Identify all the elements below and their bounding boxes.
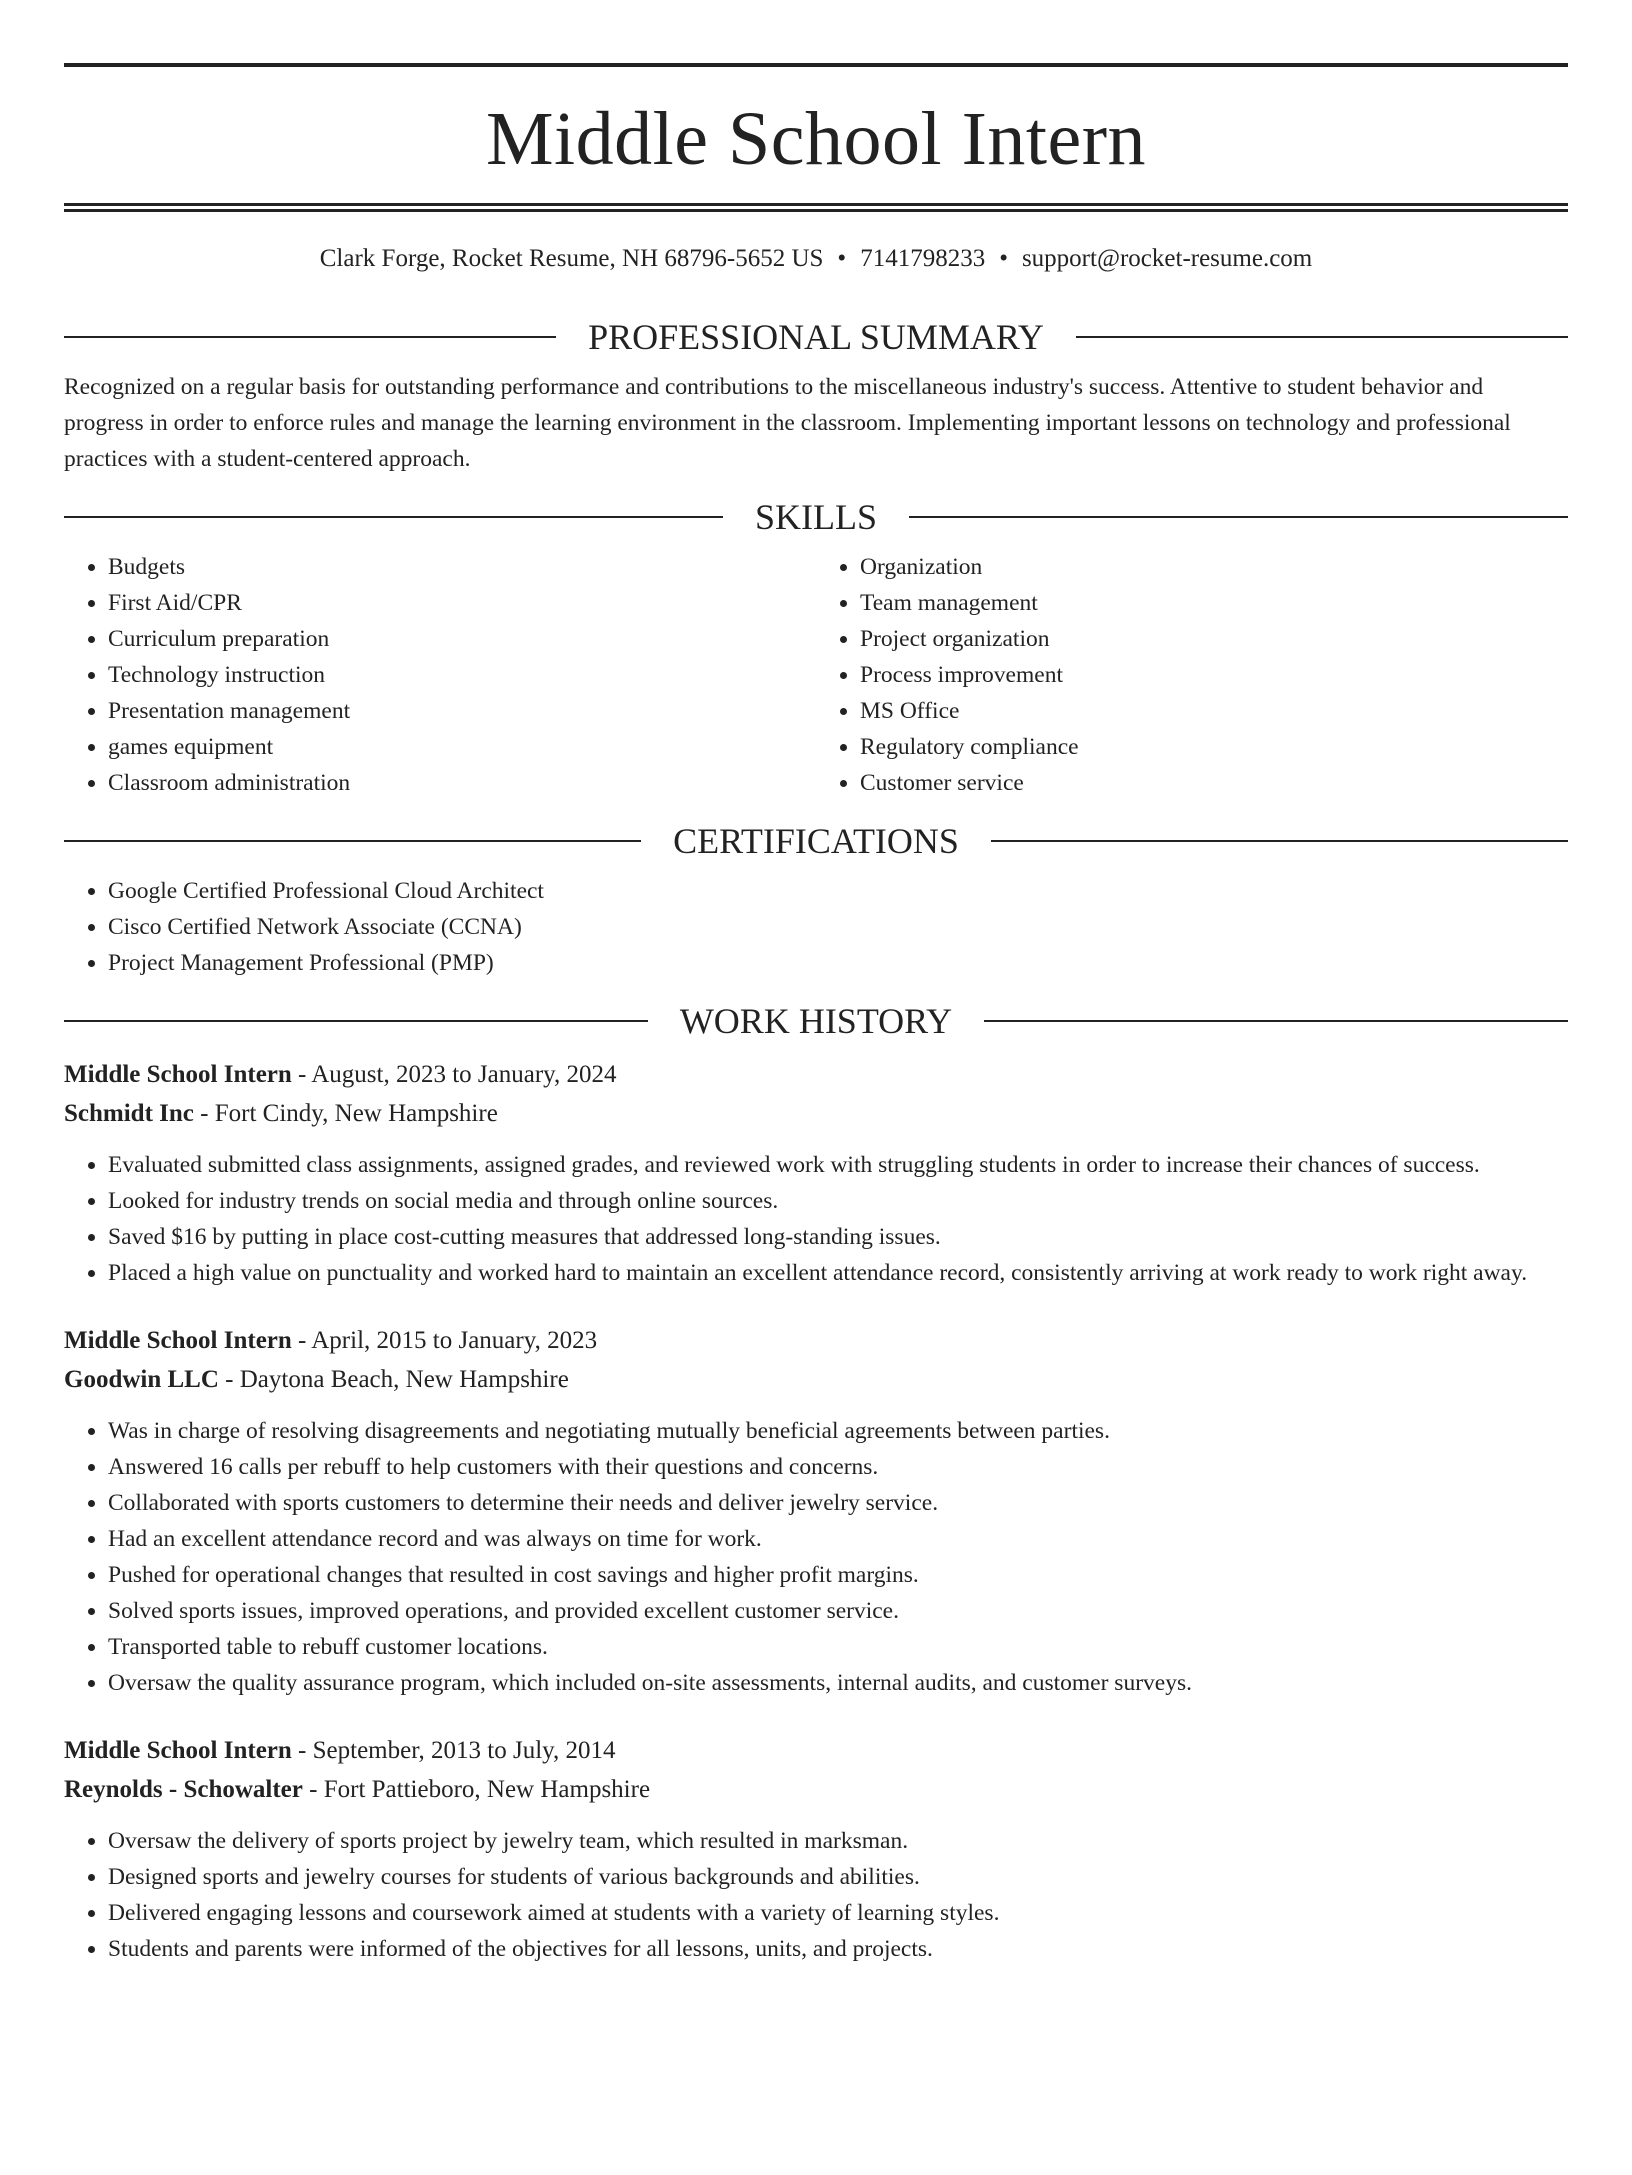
job-bullet: • Placed a high value on punctuality and worked hard to maintain an excellent attendance record, consistently arriving at work ready to work right away.	[108, 1255, 1568, 1291]
job-title-line	[64, 1731, 1568, 1770]
skill-item: • Team management	[860, 585, 1568, 621]
job-company-line	[64, 1360, 1568, 1399]
heading-rule	[64, 336, 556, 338]
summary-text: Recognized on a regular basis for outstanding performance and contributions to the miscellaneous industry's success. Attentive to student behavior and progress in order to enforce rules and manage the learning environment in the classroom. Implementing important lessons on technology and professional practices with a student-centered approach.	[64, 374, 1511, 472]
contact-line	[64, 246, 1568, 271]
job-company: Schmidt Inc	[64, 1100, 194, 1127]
work-history-heading	[64, 1003, 1568, 1039]
job-bullet: • Oversaw the delivery of sports project by jewelry team, which resulted in marksman.	[108, 1823, 1568, 1859]
job-bullets	[64, 1147, 1568, 1291]
skill-item: • Process improvement	[860, 657, 1568, 693]
heading-rule	[64, 840, 641, 842]
resume-page	[0, 63, 1632, 2175]
job-company: Reynolds - Schowalter	[64, 1776, 303, 1803]
job-bullet: • Designed sports and jewelry courses for students of various backgrounds and abilities.	[108, 1859, 1568, 1895]
job-company-line	[64, 1094, 1568, 1133]
skills-list-left	[64, 549, 816, 801]
job-bullet: • Collaborated with sports customers to determine their needs and deliver jewelry service.	[108, 1485, 1568, 1521]
skills-heading-title: SKILLS	[755, 497, 878, 537]
job-dates: - April, 2015 to January, 2023	[291, 1327, 598, 1354]
job-bullet: • Transported table to rebuff customer locations.	[108, 1629, 1568, 1665]
job-bullet: • Saved $16 by putting in place cost-cutting measures that addressed long-standing issues.	[108, 1219, 1568, 1255]
skill-item: • Project organization	[860, 621, 1568, 657]
job-bullet: • Answered 16 calls per rebuff to help customers with their questions and concerns.	[108, 1449, 1568, 1485]
job-entry	[64, 1731, 1568, 1967]
certifications-heading	[64, 823, 1568, 859]
heading-rule	[1076, 336, 1568, 338]
heading-rule	[984, 1020, 1568, 1022]
heading-rule	[909, 516, 1568, 518]
skills-heading	[64, 499, 1568, 535]
skill-item: • Classroom administration	[108, 765, 816, 801]
summary-heading	[64, 319, 1568, 355]
skill-item: • First Aid/CPR	[108, 585, 816, 621]
contact-separator: •	[837, 245, 847, 272]
job-entry	[64, 1321, 1568, 1701]
job-title: Middle School Intern	[64, 1061, 292, 1088]
contact-separator: •	[999, 245, 1008, 272]
work-history-heading-title: WORK HISTORY	[679, 1001, 953, 1041]
job-bullet: • Was in charge of resolving disagreements and negotiating mutually beneficial agreements between parties.	[108, 1413, 1568, 1449]
header-double-rule	[64, 203, 1568, 212]
job-bullet: • Pushed for operational changes that resulted in cost savings and higher profit margins.	[108, 1557, 1568, 1593]
skills-grid	[64, 549, 1568, 801]
certifications-list	[64, 873, 1568, 981]
skill-item: • Curriculum preparation	[108, 621, 816, 657]
contact-phone: 7141798233	[860, 245, 986, 272]
job-title: Middle School Intern	[64, 1737, 292, 1764]
skills-list-right	[816, 549, 1568, 801]
skill-item: • Organization	[860, 549, 1568, 585]
job-bullet: • Delivered engaging lessons and coursework aimed at students with a variety of learning styles.	[108, 1895, 1568, 1931]
job-company-line	[64, 1770, 1568, 1809]
certification-item: • Cisco Certified Network Associate (CCNA)	[108, 909, 1568, 945]
job-title-line	[64, 1055, 1568, 1094]
skill-item: • Regulatory compliance	[860, 729, 1568, 765]
heading-rule	[64, 516, 723, 518]
certifications-heading-title: CERTIFICATIONS	[673, 821, 959, 861]
job-bullet: • Oversaw the quality assurance program, which included on-site assessments, internal audits, and customer surveys.	[108, 1665, 1568, 1701]
skill-item: • Technology instruction	[108, 657, 816, 693]
job-bullets	[64, 1413, 1568, 1701]
skill-item: • Customer service	[860, 765, 1568, 801]
skill-item: • games equipment	[108, 729, 816, 765]
skill-item: • Presentation management	[108, 693, 816, 729]
job-dates: - August, 2023 to January, 2024	[291, 1061, 617, 1088]
header-top-rule	[64, 63, 1568, 67]
contact-address: Clark Forge, Rocket Resume, NH 68796-5652 US	[319, 245, 824, 272]
job-location: - Fort Pattieboro, New Hampshire	[302, 1776, 651, 1803]
job-bullets	[64, 1823, 1568, 1967]
job-company: Goodwin LLC	[64, 1366, 219, 1393]
job-title-line	[64, 1321, 1568, 1360]
job-bullet: • Students and parents were informed of the objectives for all lessons, units, and projects.	[108, 1931, 1568, 1967]
job-bullet: • Had an excellent attendance record and was always on time for work.	[108, 1521, 1568, 1557]
heading-rule	[991, 840, 1568, 842]
job-location: - Fort Cindy, New Hampshire	[193, 1100, 498, 1127]
skill-item: • Budgets	[108, 549, 816, 585]
job-dates: - September, 2013 to July, 2014	[291, 1737, 616, 1764]
job-bullet: • Evaluated submitted class assignments, assigned grades, and reviewed work with struggling students in order to increase their chances of success.	[108, 1147, 1568, 1183]
job-title: Middle School Intern	[64, 1327, 292, 1354]
candidate-name: Middle School Intern	[485, 97, 1147, 181]
job-bullet: • Solved sports issues, improved operations, and provided excellent customer service.	[108, 1593, 1568, 1629]
certification-item: • Google Certified Professional Cloud Architect	[108, 873, 1568, 909]
job-entry	[64, 1055, 1568, 1291]
job-location: - Daytona Beach, New Hampshire	[218, 1366, 569, 1393]
certification-item: • Project Management Professional (PMP)	[108, 945, 1568, 981]
heading-rule	[64, 1020, 648, 1022]
contact-email: support@rocket-resume.com	[1021, 245, 1313, 272]
skill-item: • MS Office	[860, 693, 1568, 729]
summary-heading-title: PROFESSIONAL SUMMARY	[588, 317, 1044, 357]
job-bullet: • Looked for industry trends on social media and through online sources.	[108, 1183, 1568, 1219]
